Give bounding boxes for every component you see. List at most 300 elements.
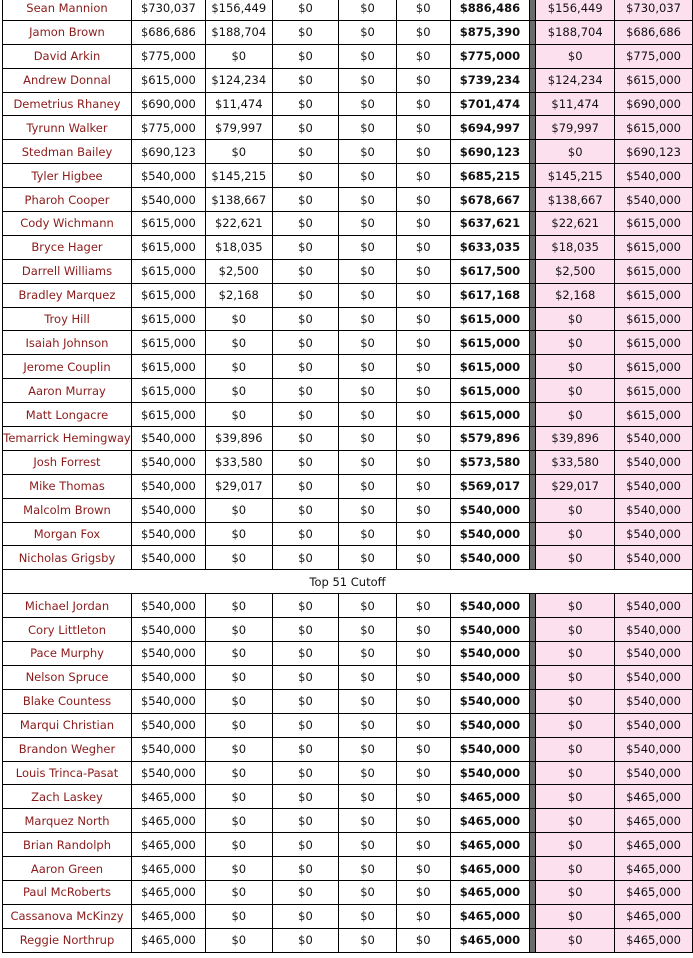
base-salary: $540,000 [131,665,205,689]
col-5: $0 [396,235,450,259]
dead-cap: $33,580 [536,450,615,474]
bonus: $0 [205,713,272,737]
bonus: $11,474 [205,92,272,116]
col-3: $0 [272,546,339,570]
dead-cap: $0 [536,403,615,427]
player-name[interactable]: Bryce Hager [3,235,132,259]
cap-savings: $615,000 [615,235,693,259]
col-4: $0 [339,92,397,116]
col-3: $0 [272,259,339,283]
dead-cap: $0 [536,713,615,737]
bonus: $0 [205,498,272,522]
dead-cap: $0 [536,689,615,713]
table-row [3,259,693,283]
player-name[interactable]: Tyrunn Walker [3,116,132,140]
bonus: $0 [205,761,272,785]
col-5: $0 [396,642,450,666]
dead-cap: $0 [536,498,615,522]
player-name[interactable]: Paul McRoberts [3,880,132,904]
dead-cap: $39,896 [536,427,615,451]
col-5: $0 [396,116,450,140]
col-3: $0 [272,68,339,92]
cap-hit: $465,000 [450,833,530,857]
bonus: $39,896 [205,427,272,451]
cap-savings: $465,000 [615,880,693,904]
col-4: $0 [339,355,397,379]
col-5: $0 [396,809,450,833]
col-4: $0 [339,259,397,283]
dead-cap: $0 [536,546,615,570]
col-5: $0 [396,355,450,379]
col-5: $0 [396,833,450,857]
cap-savings: $615,000 [615,379,693,403]
table-row [3,833,693,857]
col-5: $0 [396,379,450,403]
dead-cap: $0 [536,331,615,355]
col-3: $0 [272,594,339,618]
base-salary: $615,000 [131,68,205,92]
col-3: $0 [272,331,339,355]
cap-hit: $615,000 [450,331,530,355]
col-3: $0 [272,116,339,140]
dead-cap: $0 [536,809,615,833]
cap-savings: $540,000 [615,618,693,642]
col-5: $0 [396,665,450,689]
col-4: $0 [339,379,397,403]
player-name[interactable]: Morgan Fox [3,522,132,546]
table-row [3,880,693,904]
cap-savings: $540,000 [615,164,693,188]
bonus: $0 [205,522,272,546]
base-salary: $775,000 [131,44,205,68]
player-name[interactable]: Marquez North [3,809,132,833]
rows-above-cutoff [3,0,693,570]
cap-savings: $690,123 [615,140,693,164]
col-5: $0 [396,618,450,642]
bonus: $145,215 [205,164,272,188]
player-name[interactable]: Matt Longacre [3,403,132,427]
col-3: $0 [272,498,339,522]
col-4: $0 [339,235,397,259]
bonus: $2,168 [205,283,272,307]
player-name[interactable]: Pace Murphy [3,642,132,666]
cap-savings: $540,000 [615,737,693,761]
table-row [3,20,693,44]
dead-cap: $0 [536,880,615,904]
bonus: $0 [205,928,272,952]
col-4: $0 [339,880,397,904]
bonus: $0 [205,44,272,68]
cap-hit: $540,000 [450,665,530,689]
col-5: $0 [396,785,450,809]
col-4: $0 [339,904,397,928]
player-name[interactable]: Malcolm Brown [3,498,132,522]
col-3: $0 [272,833,339,857]
cap-hit: $465,000 [450,857,530,881]
col-4: $0 [339,785,397,809]
bonus: $0 [205,689,272,713]
table-row [3,188,693,212]
cap-hit: $579,896 [450,427,530,451]
col-3: $0 [272,235,339,259]
cap-hit: $617,168 [450,283,530,307]
bonus: $0 [205,403,272,427]
col-5: $0 [396,904,450,928]
col-3: $0 [272,904,339,928]
bonus: $0 [205,331,272,355]
table-row [3,785,693,809]
col-3: $0 [272,689,339,713]
cutoff-label: Top 51 Cutoff [3,570,693,594]
player-name[interactable]: Marqui Christian [3,713,132,737]
bonus: $0 [205,140,272,164]
col-5: $0 [396,20,450,44]
cap-hit: $465,000 [450,785,530,809]
col-3: $0 [272,20,339,44]
player-name[interactable]: Reggie Northrup [3,928,132,952]
cap-savings: $540,000 [615,546,693,570]
dead-cap: $0 [536,379,615,403]
cap-savings: $540,000 [615,689,693,713]
cap-hit: $569,017 [450,474,530,498]
col-5: $0 [396,92,450,116]
col-5: $0 [396,68,450,92]
table-row [3,522,693,546]
col-5: $0 [396,522,450,546]
base-salary: $540,000 [131,164,205,188]
player-name[interactable]: Isaiah Johnson [3,331,132,355]
cap-hit: $540,000 [450,713,530,737]
col-3: $0 [272,0,339,20]
player-name[interactable]: Josh Forrest [3,450,132,474]
table-row [3,379,693,403]
base-salary: $540,000 [131,689,205,713]
table-row [3,235,693,259]
bonus: $124,234 [205,68,272,92]
table-row [3,618,693,642]
col-3: $0 [272,427,339,451]
cap-hit: $701,474 [450,92,530,116]
col-3: $0 [272,92,339,116]
dead-cap: $29,017 [536,474,615,498]
cap-savings: $465,000 [615,857,693,881]
col-4: $0 [339,689,397,713]
base-salary: $615,000 [131,379,205,403]
cap-hit: $540,000 [450,642,530,666]
col-4: $0 [339,283,397,307]
table-row [3,713,693,737]
cap-hit: $540,000 [450,761,530,785]
base-salary: $730,037 [131,0,205,20]
col-5: $0 [396,594,450,618]
table-row [3,594,693,618]
bonus: $0 [205,809,272,833]
col-3: $0 [272,737,339,761]
col-4: $0 [339,44,397,68]
col-3: $0 [272,761,339,785]
col-4: $0 [339,665,397,689]
cap-hit: $615,000 [450,403,530,427]
table-row [3,283,693,307]
col-5: $0 [396,0,450,20]
player-name[interactable]: Troy Hill [3,307,132,331]
col-5: $0 [396,546,450,570]
player-name[interactable]: Louis Trinca-Pasat [3,761,132,785]
col-5: $0 [396,880,450,904]
player-name[interactable]: Cassanova McKinzy [3,904,132,928]
cap-savings: $775,000 [615,44,693,68]
player-name[interactable]: Jerome Couplin [3,355,132,379]
dead-cap: $0 [536,737,615,761]
dead-cap: $0 [536,833,615,857]
col-4: $0 [339,68,397,92]
player-name[interactable]: Nelson Spruce [3,665,132,689]
bonus: $0 [205,785,272,809]
cap-hit: $617,500 [450,259,530,283]
table-row [3,737,693,761]
col-5: $0 [396,761,450,785]
player-name[interactable]: Bradley Marquez [3,283,132,307]
base-salary: $540,000 [131,522,205,546]
cap-savings: $690,000 [615,92,693,116]
col-4: $0 [339,761,397,785]
cutoff-row [3,570,693,594]
table-row [3,665,693,689]
cap-savings: $615,000 [615,259,693,283]
col-5: $0 [396,283,450,307]
cap-hit: $540,000 [450,737,530,761]
col-3: $0 [272,140,339,164]
col-3: $0 [272,618,339,642]
col-5: $0 [396,474,450,498]
bonus: $0 [205,857,272,881]
col-5: $0 [396,928,450,952]
col-5: $0 [396,713,450,737]
rows-below-cutoff [3,594,693,952]
col-4: $0 [339,140,397,164]
col-5: $0 [396,140,450,164]
player-name[interactable]: Andrew Donnal [3,68,132,92]
dead-cap: $0 [536,355,615,379]
table-row [3,904,693,928]
player-name[interactable]: Brian Randolph [3,833,132,857]
cap-hit: $739,234 [450,68,530,92]
dead-cap: $188,704 [536,20,615,44]
base-salary: $465,000 [131,857,205,881]
col-5: $0 [396,331,450,355]
base-salary: $540,000 [131,642,205,666]
base-salary: $465,000 [131,904,205,928]
cap-hit: $615,000 [450,355,530,379]
cap-savings: $686,686 [615,20,693,44]
cap-savings: $465,000 [615,928,693,952]
dead-cap: $0 [536,307,615,331]
col-5: $0 [396,498,450,522]
base-salary: $615,000 [131,307,205,331]
player-name[interactable]: Sean Mannion [3,0,132,20]
col-4: $0 [339,450,397,474]
player-name[interactable]: David Arkin [3,44,132,68]
dead-cap: $0 [536,785,615,809]
dead-cap: $0 [536,44,615,68]
cap-savings: $540,000 [615,642,693,666]
col-5: $0 [396,188,450,212]
bonus: $22,621 [205,212,272,236]
base-salary: $540,000 [131,761,205,785]
dead-cap: $0 [536,665,615,689]
col-3: $0 [272,665,339,689]
cap-hit: $886,486 [450,0,530,20]
cap-hit: $540,000 [450,546,530,570]
col-5: $0 [396,689,450,713]
col-3: $0 [272,928,339,952]
dead-cap: $11,474 [536,92,615,116]
player-name[interactable]: Blake Countess [3,689,132,713]
player-name[interactable]: Aaron Green [3,857,132,881]
bonus: $138,667 [205,188,272,212]
cap-savings: $615,000 [615,403,693,427]
col-3: $0 [272,785,339,809]
player-name[interactable]: Tyler Higbee [3,164,132,188]
player-name[interactable]: Nicholas Grigsby [3,546,132,570]
col-4: $0 [339,212,397,236]
cap-hit: $690,123 [450,140,530,164]
col-5: $0 [396,307,450,331]
dead-cap: $22,621 [536,212,615,236]
table-row [3,307,693,331]
player-name[interactable]: Zach Laskey [3,785,132,809]
player-name[interactable]: Demetrius Rhaney [3,92,132,116]
col-4: $0 [339,522,397,546]
cap-savings: $465,000 [615,809,693,833]
col-4: $0 [339,474,397,498]
cap-hit: $694,997 [450,116,530,140]
col-4: $0 [339,809,397,833]
bonus: $156,449 [205,0,272,20]
base-salary: $686,686 [131,20,205,44]
dead-cap: $0 [536,761,615,785]
dead-cap: $0 [536,928,615,952]
col-3: $0 [272,212,339,236]
table-row [3,546,693,570]
bonus: $0 [205,880,272,904]
col-3: $0 [272,379,339,403]
bonus: $0 [205,379,272,403]
base-salary: $690,000 [131,92,205,116]
bonus: $79,997 [205,116,272,140]
cap-hit: $465,000 [450,928,530,952]
col-4: $0 [339,618,397,642]
bonus: $0 [205,665,272,689]
bonus: $0 [205,737,272,761]
table-row [3,809,693,833]
col-3: $0 [272,188,339,212]
cap-savings: $615,000 [615,116,693,140]
player-name[interactable]: Aaron Murray [3,379,132,403]
col-4: $0 [339,427,397,451]
player-name[interactable]: Mike Thomas [3,474,132,498]
player-name[interactable]: Cory Littleton [3,618,132,642]
base-salary: $540,000 [131,546,205,570]
base-salary: $540,000 [131,498,205,522]
table-row [3,331,693,355]
col-3: $0 [272,857,339,881]
cap-savings: $540,000 [615,474,693,498]
base-salary: $465,000 [131,785,205,809]
col-5: $0 [396,427,450,451]
col-4: $0 [339,642,397,666]
col-3: $0 [272,474,339,498]
table-row [3,474,693,498]
player-name[interactable]: Jamon Brown [3,20,132,44]
cap-savings: $540,000 [615,498,693,522]
dead-cap: $79,997 [536,116,615,140]
bonus: $0 [205,355,272,379]
base-salary: $540,000 [131,737,205,761]
table-row [3,355,693,379]
base-salary: $615,000 [131,283,205,307]
bonus: $188,704 [205,20,272,44]
player-name[interactable]: Brandon Wegher [3,737,132,761]
col-3: $0 [272,450,339,474]
cap-hit: $573,580 [450,450,530,474]
col-4: $0 [339,403,397,427]
base-salary: $540,000 [131,594,205,618]
player-name[interactable]: Stedman Bailey [3,140,132,164]
base-salary: $615,000 [131,355,205,379]
dead-cap: $0 [536,140,615,164]
col-5: $0 [396,259,450,283]
cap-savings: $465,000 [615,904,693,928]
cap-hit: $678,667 [450,188,530,212]
col-3: $0 [272,522,339,546]
col-4: $0 [339,188,397,212]
col-5: $0 [396,403,450,427]
cap-savings: $615,000 [615,212,693,236]
player-name[interactable]: Cody Wichmann [3,212,132,236]
bonus: $0 [205,594,272,618]
col-4: $0 [339,928,397,952]
table-row [3,427,693,451]
cap-savings: $540,000 [615,522,693,546]
col-5: $0 [396,450,450,474]
col-3: $0 [272,307,339,331]
cap-savings: $540,000 [615,450,693,474]
bonus: $2,500 [205,259,272,283]
dead-cap: $156,449 [536,0,615,20]
cap-hit: $465,000 [450,880,530,904]
cap-savings: $540,000 [615,761,693,785]
col-4: $0 [339,20,397,44]
base-salary: $540,000 [131,188,205,212]
col-4: $0 [339,0,397,20]
cap-hit: $633,035 [450,235,530,259]
col-4: $0 [339,737,397,761]
player-name[interactable]: Darrell Williams [3,259,132,283]
bonus: $33,580 [205,450,272,474]
col-4: $0 [339,164,397,188]
player-name[interactable]: Temarrick Hemingway [3,427,132,451]
cap-hit: $540,000 [450,689,530,713]
cap-hit: $615,000 [450,307,530,331]
col-5: $0 [396,737,450,761]
base-salary: $615,000 [131,235,205,259]
col-3: $0 [272,403,339,427]
cap-hit: $540,000 [450,498,530,522]
player-name[interactable]: Pharoh Cooper [3,188,132,212]
dead-cap: $145,215 [536,164,615,188]
player-name[interactable]: Michael Jordan [3,594,132,618]
